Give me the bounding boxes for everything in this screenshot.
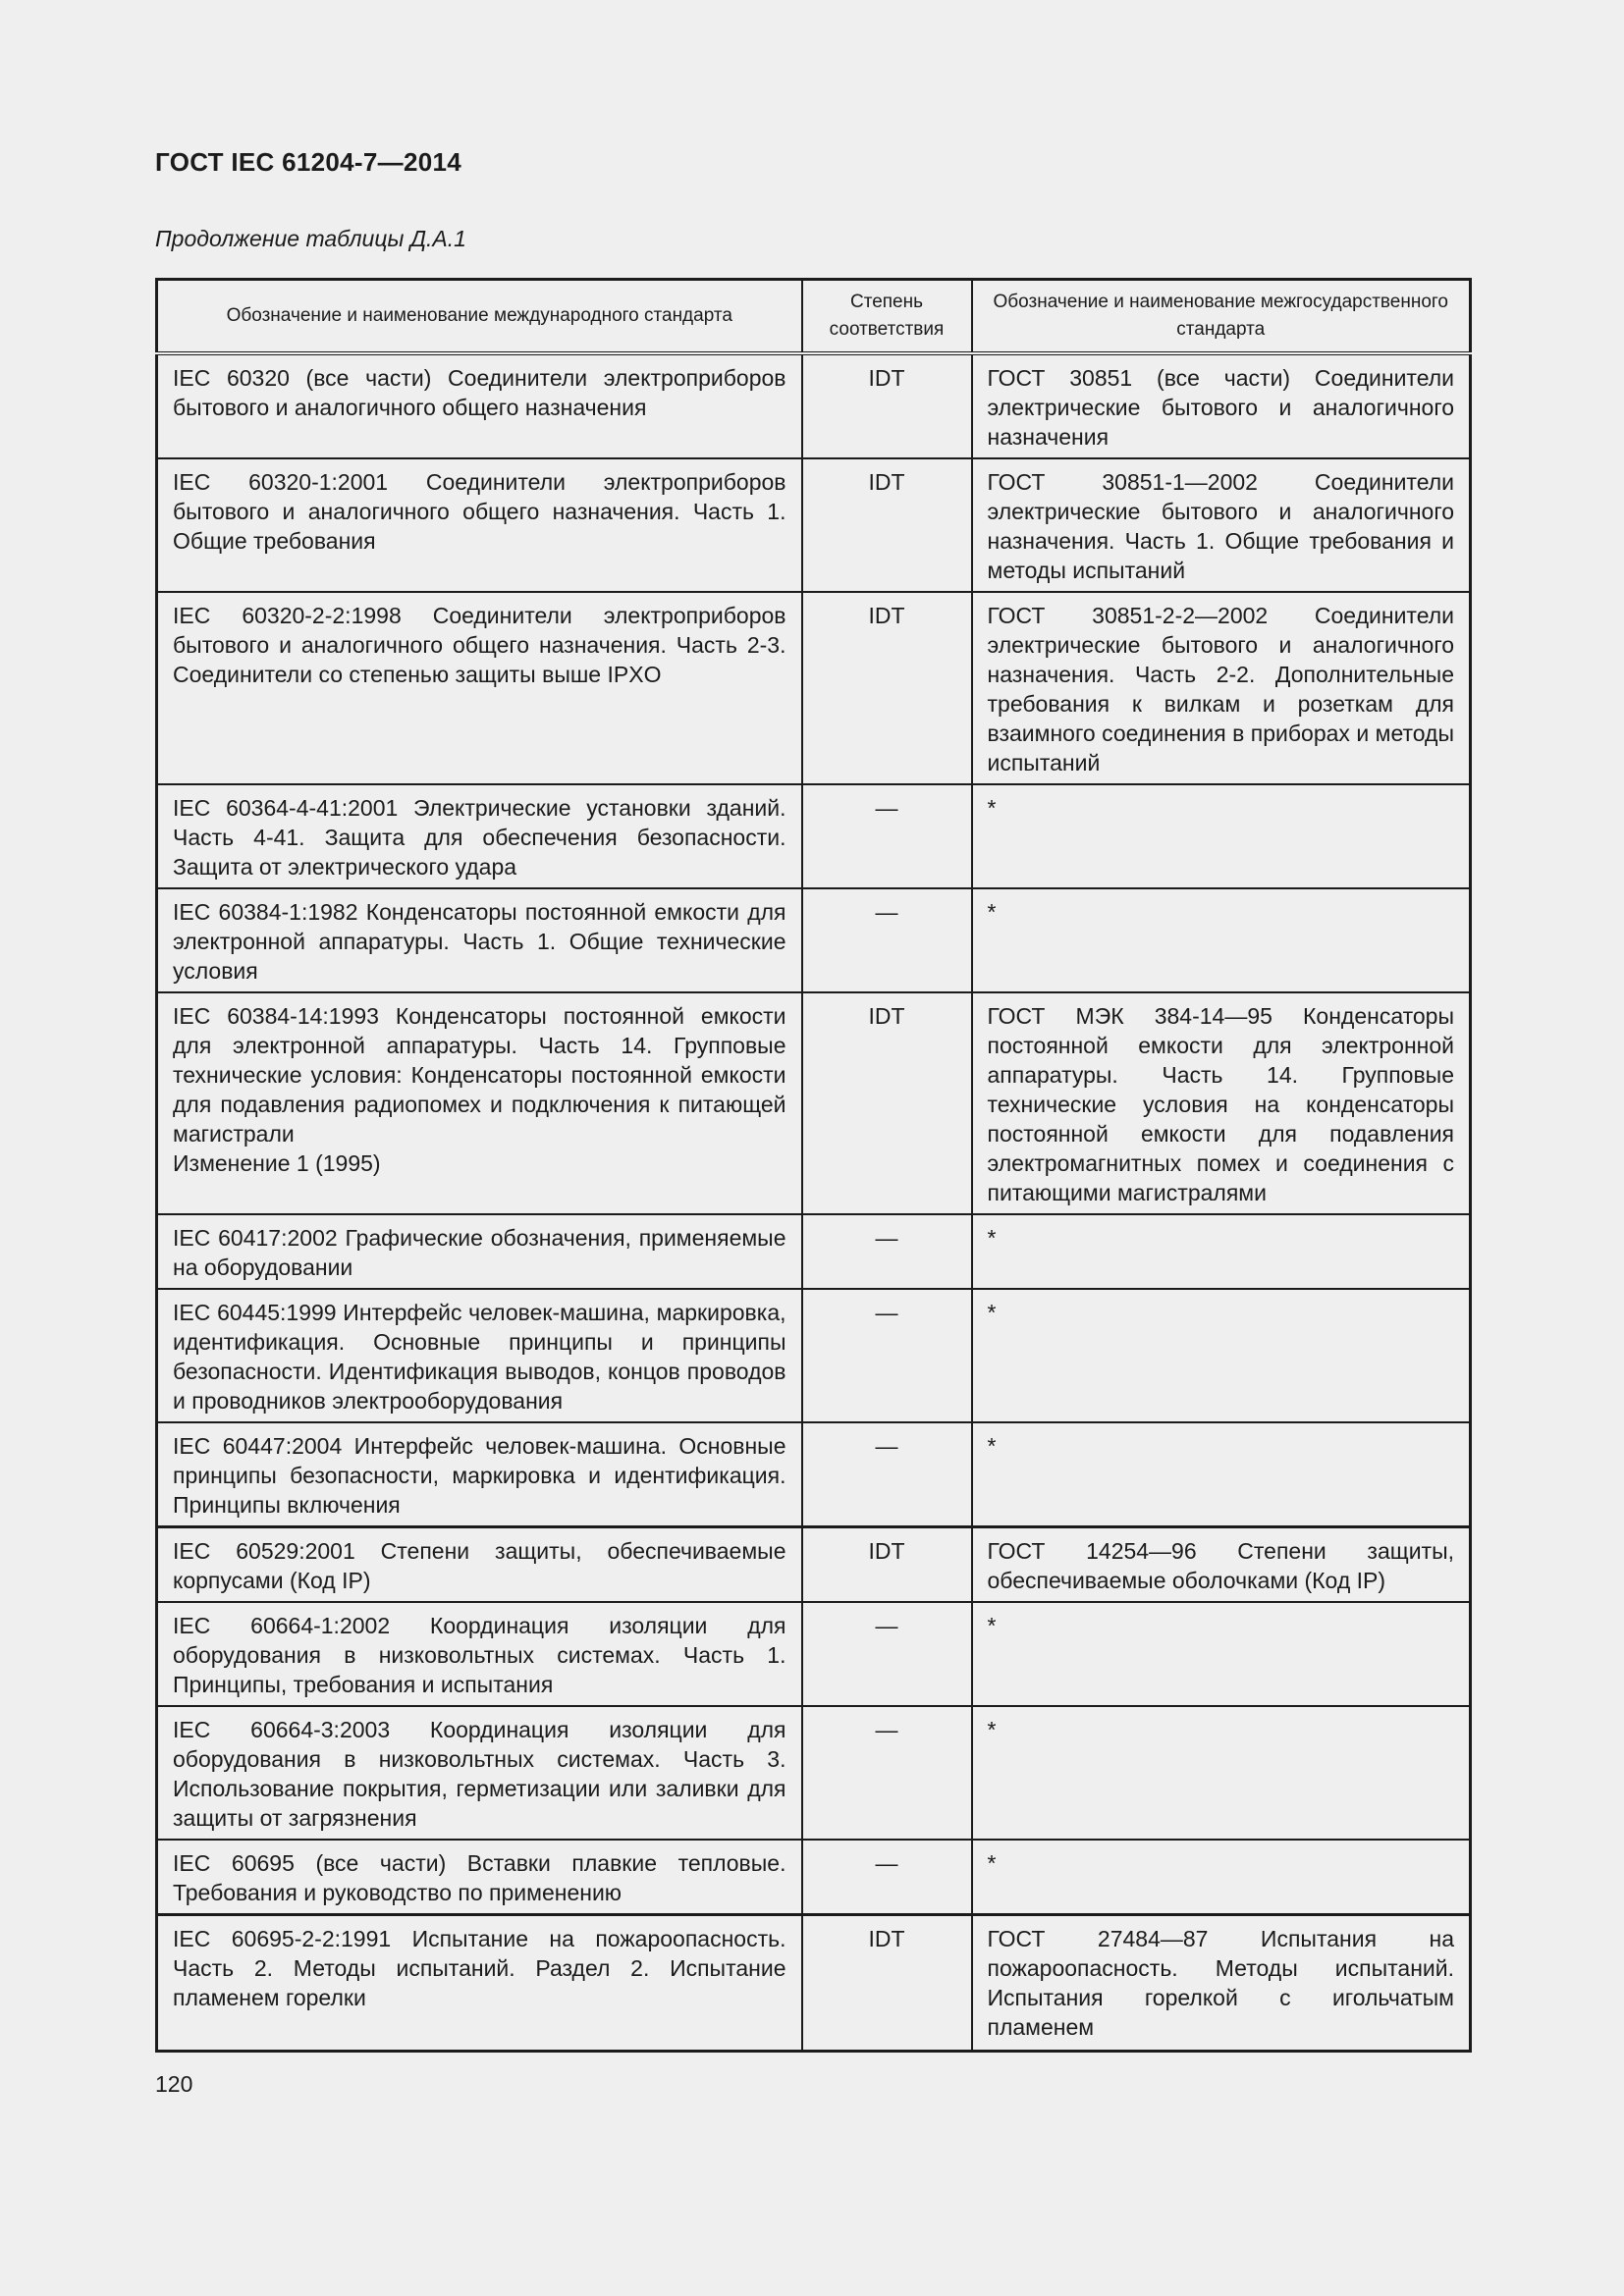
table-row xyxy=(157,1214,1471,1289)
amendment-note: Изменение 1 (1995) xyxy=(173,1150,381,1176)
page-number: 120 xyxy=(155,2071,193,2097)
table-row xyxy=(157,1602,1471,1706)
degree-cell: IDT xyxy=(802,992,972,1214)
table-row xyxy=(157,1706,1471,1840)
column-header-interstate: Обозначение и наименование межгосударственного стандарта xyxy=(972,280,1471,354)
table-row xyxy=(157,784,1471,888)
interstate-standard-cell: ГОСТ 30851-2-2—2002 Соединители электрические бытового и аналогичного назначения. Часть 2-2. Дополнительные требования к вилкам и розеткам для взаимного соединения в приборах и методы испытаний xyxy=(972,592,1471,784)
degree-cell: — xyxy=(802,1422,972,1527)
table-row xyxy=(157,458,1471,592)
degree-cell: — xyxy=(802,784,972,888)
international-standard-cell: IEC 60417:2002 Графические обозначения, применяемые на оборудовании xyxy=(157,1214,802,1289)
interstate-standard-cell: ГОСТ 30851 (все части) Соединители электрические бытового и аналогичного назначения xyxy=(972,353,1471,458)
international-standard-cell: IEC 60664-1:2002 Координация изоляции для оборудования в низковольтных системах. Часть 1. Принципы, требования и испытания xyxy=(157,1602,802,1706)
table-row xyxy=(157,353,1471,458)
international-standard-cell: IEC 60384-1:1982 Конденсаторы постоянной емкости для электронной аппаратуры. Часть 1. Общие технические условия xyxy=(157,888,802,992)
degree-cell: IDT xyxy=(802,1915,972,2052)
international-standard-cell xyxy=(157,992,802,1214)
interstate-standard-cell: * xyxy=(972,784,1471,888)
international-standard-cell: IEC 60695 (все части) Вставки плавкие тепловые. Требования и руководство по применению xyxy=(157,1840,802,1915)
international-standard-cell: IEC 60447:2004 Интерфейс человек-машина. Основные принципы безопасности, маркировка и идентификация. Принципы включения xyxy=(157,1422,802,1527)
table-row xyxy=(157,1289,1471,1422)
degree-cell: IDT xyxy=(802,353,972,458)
international-standard-text: IEC 60384-14:1993 Конденсаторы постоянной емкости для электронной аппаратуры. Часть 14. Групповые технические условия: Конденсаторы постоянной емкости для подавления радиопомех и подключения к питающей магистрали xyxy=(173,1003,786,1147)
degree-cell: — xyxy=(802,1602,972,1706)
degree-cell: — xyxy=(802,1289,972,1422)
international-standard-cell: IEC 60664-3:2003 Координация изоляции для оборудования в низковольтных системах. Часть 3. Использование покрытия, герметизации или заливки для защиты от загрязнения xyxy=(157,1706,802,1840)
degree-cell: — xyxy=(802,888,972,992)
interstate-standard-cell: * xyxy=(972,1706,1471,1840)
interstate-standard-cell: * xyxy=(972,1214,1471,1289)
table-row xyxy=(157,1527,1471,1603)
table-row xyxy=(157,592,1471,784)
international-standard-cell: IEC 60320-2-2:1998 Соединители электроприборов бытового и аналогичного общего назначения. Часть 2-3. Соединители со степенью защиты выше IPXO xyxy=(157,592,802,784)
table-row xyxy=(157,1840,1471,1915)
degree-cell: — xyxy=(802,1214,972,1289)
table-row xyxy=(157,1915,1471,2052)
column-header-international: Обозначение и наименование международного стандарта xyxy=(157,280,802,354)
interstate-standard-cell: ГОСТ 14254—96 Степени защиты, обеспечиваемые оболочками (Код IP) xyxy=(972,1527,1471,1603)
table-header-row xyxy=(157,280,1471,354)
table-row xyxy=(157,1422,1471,1527)
interstate-standard-cell: ГОСТ 27484—87 Испытания на пожароопасность. Методы испытаний. Испытания горелкой с игольчатым пламенем xyxy=(972,1915,1471,2052)
degree-cell: — xyxy=(802,1840,972,1915)
interstate-standard-cell: * xyxy=(972,1289,1471,1422)
table-caption: Продолжение таблицы Д.А.1 xyxy=(155,226,466,251)
interstate-standard-cell: * xyxy=(972,1422,1471,1527)
international-standard-cell: IEC 60695-2-2:1991 Испытание на пожароопасность. Часть 2. Методы испытаний. Раздел 2. Испытание пламенем горелки xyxy=(157,1915,802,2052)
international-standard-cell: IEC 60364-4-41:2001 Электрические установки зданий. Часть 4-41. Защита для обеспечения безопасности. Защита от электрического удара xyxy=(157,784,802,888)
correspondence-table xyxy=(155,278,1472,2053)
degree-cell: IDT xyxy=(802,592,972,784)
international-standard-cell: IEC 60320 (все части) Соединители электроприборов бытового и аналогичного общего назначения xyxy=(157,353,802,458)
degree-cell: IDT xyxy=(802,458,972,592)
international-standard-cell: IEC 60529:2001 Степени защиты, обеспечиваемые корпусами (Код IP) xyxy=(157,1527,802,1603)
interstate-standard-cell: ГОСТ 30851-1—2002 Соединители электрические бытового и аналогичного назначения. Часть 1. Общие требования и методы испытаний xyxy=(972,458,1471,592)
interstate-standard-cell: * xyxy=(972,888,1471,992)
document-title: ГОСТ IEC 61204-7—2014 xyxy=(155,147,461,177)
international-standard-cell: IEC 60445:1999 Интерфейс человек-машина, маркировка, идентификация. Основные принципы и принципы безопасности. Идентификация выводов, концов проводов и проводников электрооборудования xyxy=(157,1289,802,1422)
interstate-standard-cell: * xyxy=(972,1602,1471,1706)
table-row xyxy=(157,992,1471,1214)
column-header-degree: Степень соответствия xyxy=(802,280,972,354)
interstate-standard-cell: ГОСТ МЭК 384-14—95 Конденсаторы постоянной емкости для электронной аппаратуры. Часть 14. Групповые технические условия на конденсаторы постоянной емкости для подавления электромагнитных помех и соединения с питающими магистралями xyxy=(972,992,1471,1214)
degree-cell: IDT xyxy=(802,1527,972,1603)
interstate-standard-cell: * xyxy=(972,1840,1471,1915)
degree-cell: — xyxy=(802,1706,972,1840)
table-row xyxy=(157,888,1471,992)
international-standard-cell: IEC 60320-1:2001 Соединители электроприборов бытового и аналогичного общего назначения. Часть 1. Общие требования xyxy=(157,458,802,592)
